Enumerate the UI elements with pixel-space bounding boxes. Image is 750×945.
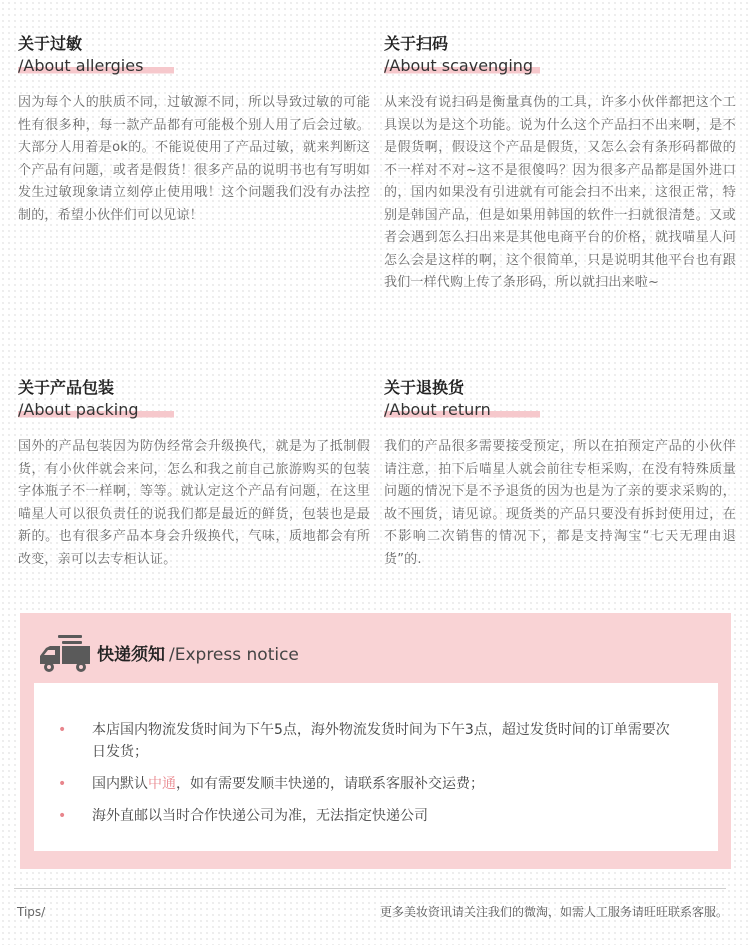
section-title: 关于过敏	[18, 34, 83, 53]
section-subtitle: /About allergies	[18, 56, 174, 76]
list-item-highlight: 中通	[148, 776, 176, 792]
list-item-prefix: 国内默认	[92, 776, 148, 792]
section-title: 关于扫码	[384, 34, 449, 53]
footer-tips-label: Tips/	[17, 905, 46, 919]
footer-divider	[14, 888, 726, 889]
section-body: 因为每个人的肤质不同，过敏源不同，所以导致过敏的可能性有很多种，每一款产品都有可能极个别人用了后会过敏。大部分人用着是ok的。不能说使用了产品过敏，就来判断这个产品有问题，或者是假货！很多产品的说明书也有写明如发生过敏现象请立刻停止使用哦！这个问题我们没有办法控制的，希望小伙伴们可以见谅！	[18, 95, 370, 223]
section-subtitle: /About scavenging	[384, 56, 540, 76]
section-body: 从来没有说扫码是衡量真伪的工具，许多小伙伴都把这个工具误以为是这个功能。说为什么这个产品扫不出来啊，是不是假货啊，假设这个产品是假货，又怎么会有条形码都做的不一样对不对~这不是很傻吗？因为很多产品都是国外进口的，国内如果没有引进就有可能会扫不出来，这很正常，特别是韩国产品，但是如果用韩国的软件一扫就很清楚。又或者会遇到怎么扫出来是其他电商平台的价格，就找喵星人问怎么会是这样的啊，这个很简单，只是说明其他平台也有跟我们一样代购上传了条形码，所以就扫出来啦~	[384, 95, 736, 290]
list-item-text: 本店国内物流发货时间为下午5点，海外物流发货时间为下午3点，超过发货时间的订单需要次日发货；	[92, 722, 670, 760]
list-item	[34, 719, 718, 763]
bullet-icon: •	[58, 808, 67, 824]
section-title: 关于产品包装	[18, 378, 115, 397]
footer-notice: 更多美妆资讯请关注我们的微淘，如需人工服务请旺旺联系客服。	[379, 905, 728, 919]
express-title-cn: 快递须知	[97, 645, 165, 665]
bullet-icon: •	[58, 722, 67, 738]
section-body: 我们的产品很多需要接受预定，所以在拍预定产品的小伙伴请注意，拍下后喵星人就会前往专柜采购，在没有特殊质量问题的情况下是不予退货的因为也是为了亲的要求采购的，故不囤货，请见谅。现货类的产品只要没有拆封使用过，在不影响二次销售的情况下，都是支持淘宝“七天无理由退货”的.	[384, 439, 736, 567]
truck-icon	[38, 631, 94, 675]
list-item	[34, 773, 718, 795]
section-packing	[18, 378, 370, 571]
section-subtitle: /About return	[384, 400, 540, 420]
list-item	[34, 805, 718, 827]
express-subtitle: /Express notice	[169, 645, 299, 665]
section-subtitle: /About packing	[18, 400, 174, 420]
section-allergies	[18, 34, 370, 227]
bullet-icon: •	[58, 776, 67, 792]
express-content-box	[34, 683, 718, 851]
list-item-text: 海外直邮以当时合作快递公司为准，无法指定快递公司	[92, 808, 428, 824]
section-return	[384, 378, 736, 571]
section-scavenging	[384, 34, 736, 295]
list-item-suffix: ，如有需要发顺丰快递的，请联系客服补交运费；	[176, 776, 484, 792]
section-body: 国外的产品包装因为防伪经常会升级换代，就是为了抵制假货，有小伙伴就会来问，怎么和我之前自己旅游购买的包装字体瓶子不一样啊，等等。就认定这个产品有问题，在这里喵星人可以很负责任的说我们都是最近的鲜货，包装也是最新的。也有很多产品本身会升级换代，气味，质地都会有所改变，亲可以去专柜认证。	[18, 439, 370, 567]
section-title: 关于退换货	[384, 378, 465, 397]
express-list	[34, 719, 718, 837]
express-title	[97, 644, 299, 666]
express-notice-panel	[20, 613, 731, 869]
